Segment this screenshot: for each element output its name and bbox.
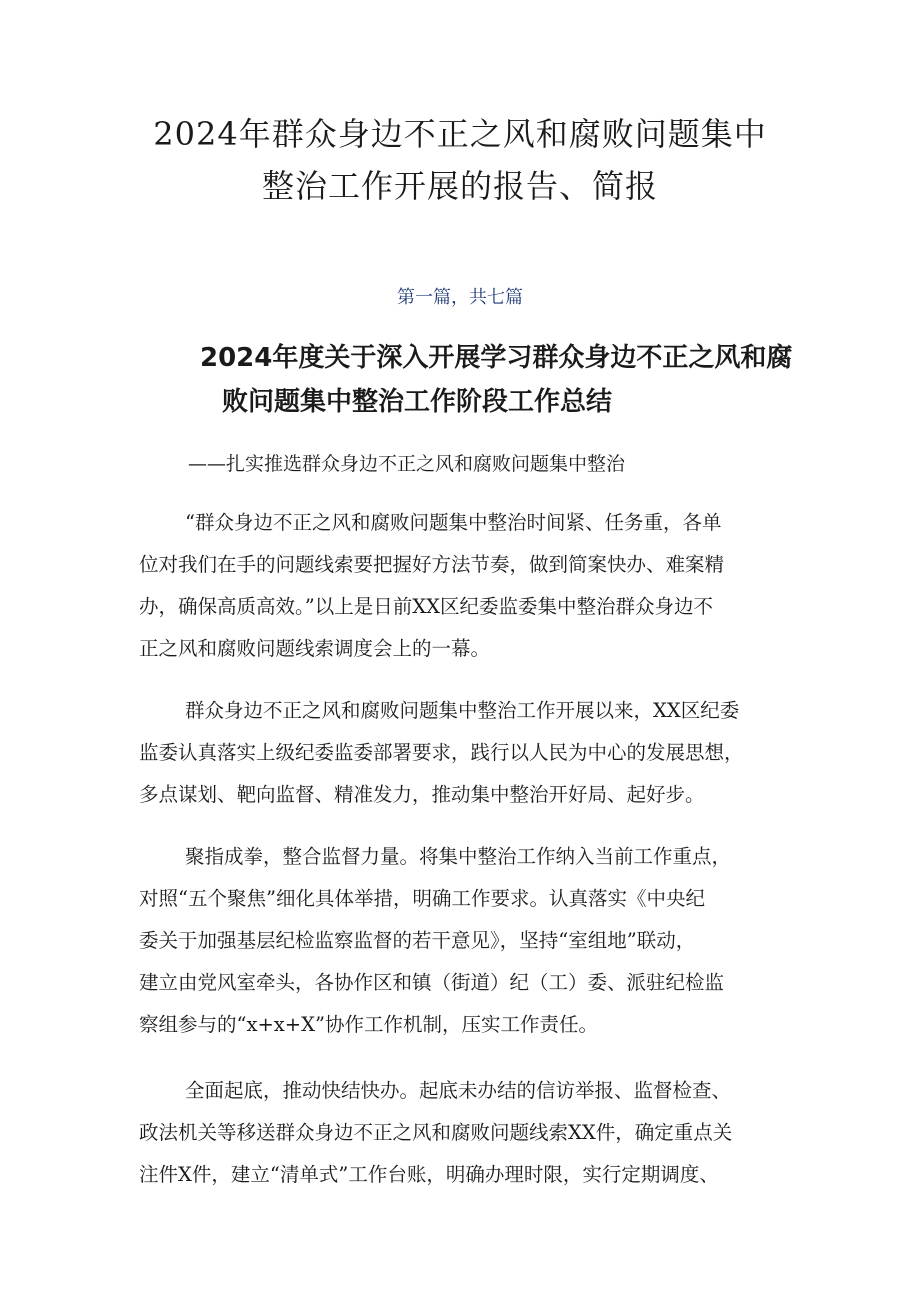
document-title-line-2: 整治工作开展的报告、简报 [261,167,658,205]
paragraph [139,1070,789,1196]
paragraph-line: 全面起底，推动快结快办。起底未办结的信访举报、监督检查、 [185,1079,732,1102]
article-title-line-1: 2024年度关于深入开展学习群众身边不正之风和腐 [200,343,793,373]
article-title [200,336,840,424]
part-label: 第一篇，共七篇 [397,287,523,308]
article-subtitle: ——扎实推选群众身边不正之风和腐败问题集中整治 [188,453,626,475]
paragraph-line: 办，确保高质高效。”以上是日前XX区纪委监委集中整治群众身边不 [139,595,713,618]
paragraph-line: 多点谋划、靶向监督、精准发力，推动集中整治开好局、起好步。 [139,783,705,806]
document-title-line-1: 2024年群众身边不正之风和腐败问题集中 [153,115,767,153]
paragraph [139,502,789,670]
paragraph-line: 对照“五个聚焦”细化具体举措，明确工作要求。认真落实《中央纪 [139,887,705,910]
paragraph [139,690,789,816]
paragraph-line: 注件X件，建立“清单式”工作台账，明确办理时限，实行定期调度、 [139,1163,719,1186]
article-title-line-2: 败问题集中整治工作阶段工作总结 [222,387,613,417]
document-title [120,108,800,212]
paragraph-line: 察组参与的“x+x+X”协作工作机制，压实工作责任。 [139,1013,598,1036]
paragraph [139,836,789,1046]
paragraph-line: 委关于加强基层纪检监察监督的若干意见》，坚持“室组地”联动， [139,929,696,952]
paragraph-line: 聚指成拳，整合监督力量。将集中整治工作纳入当前工作重点， [185,845,732,868]
paragraph-line: 政法机关等移送群众身边不正之风和腐败问题线索XX件，确定重点关 [139,1121,733,1144]
paragraph-line: 监委认真落实上级纪委监委部署要求，践行以人民为中心的发展思想， [139,741,744,764]
paragraph-line: 建立由党风室牵头，各协作区和镇（街道）纪（工）委、派驻纪检监 [139,971,725,994]
paragraph-line: “群众身边不正之风和腐败问题集中整治时间紧、任务重，各单 [185,511,722,534]
paragraph-line: 群众身边不正之风和腐败问题集中整治工作开展以来，XX区纪委 [185,699,740,722]
paragraph-line: 位对我们在手的问题线索要把握好方法节奏，做到简案快办、难案精 [139,553,725,576]
paragraph-line: 正之风和腐败问题线索调度会上的一幕。 [139,637,491,660]
